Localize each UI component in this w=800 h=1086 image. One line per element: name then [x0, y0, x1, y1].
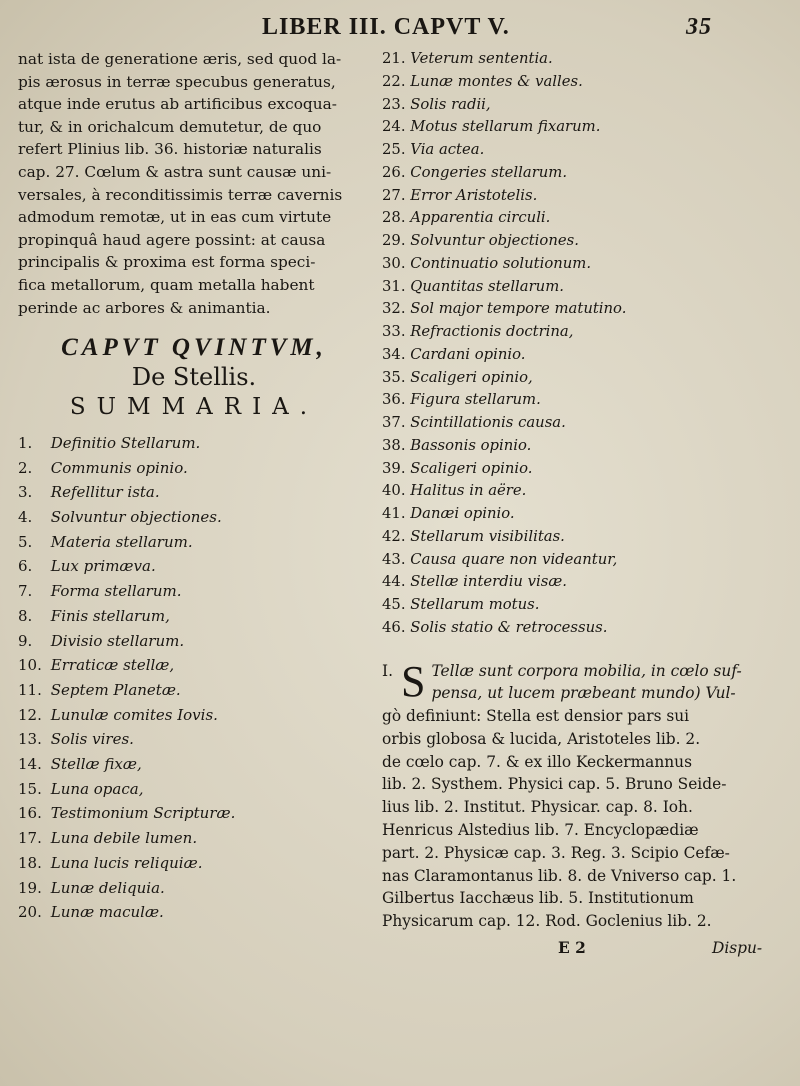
summary-item: 24. Motus stellarum fixarum.	[382, 118, 601, 136]
text-line: Physicarum cap. 12. Rod. Goclenius lib. 2.	[382, 912, 712, 931]
chapter-subject: De Stellis.	[131, 362, 257, 391]
running-title: LIBER III. CAPVT V.	[262, 14, 510, 40]
text-line: lib. 2. Systhem. Physici cap. 5. Bruno Seide-	[382, 775, 727, 794]
summary-item: 43. Causa quare non videantur,	[382, 550, 618, 568]
summary-item: 29. Solvuntur objectiones.	[382, 232, 579, 249]
summary-item: 31. Quantitas stellarum.	[382, 277, 564, 295]
summary-item: 10. Erraticæ stellæ,	[18, 656, 175, 675]
summary-item: 5. Materia stellarum.	[18, 532, 193, 551]
summary-item: 23. Solis radii,	[382, 95, 491, 113]
text-line: refert Plinius lib. 36. historiæ naturalis	[18, 140, 322, 159]
summary-item: 36. Figura stellarum.	[382, 391, 541, 409]
text-line: pensa, ut lucem præbeant mundo) Vul-	[431, 684, 736, 703]
summary-item: 35. Scaligeri opinio,	[382, 368, 533, 386]
summary-item: 44. Stellæ interdiu visæ.	[382, 573, 567, 591]
summary-item: 6. Lux primæva.	[18, 557, 156, 576]
summary-item: 12. Lunulæ comites Iovis.	[18, 705, 218, 724]
text-line: principalis & proxima est forma speci-	[18, 253, 316, 272]
text-line: perinde ac arbores & animantia.	[18, 298, 271, 317]
left-column	[18, 48, 370, 925]
page-number: 35	[686, 14, 712, 40]
summary-item: 16. Testimonium Scripturæ.	[18, 804, 236, 823]
text-line: cap. 27. Cœlum & astra sunt causæ uni-	[18, 162, 332, 181]
summary-item: 11. Septem Planetæ.	[18, 680, 181, 699]
summary-item: 3. Refellitur ista.	[18, 483, 160, 502]
text-line: admodum remotæ, ut in eas cum virtute	[18, 208, 332, 227]
catchword: Dispu-	[712, 939, 763, 958]
text-line: versales, à reconditissimis terræ cavernis	[18, 185, 343, 204]
summary-item: 7. Forma stellarum.	[18, 582, 182, 601]
continued-paragraph	[18, 48, 370, 319]
summary-item: 37. Scintillationis causa.	[382, 414, 566, 431]
text-line: nas Claramontanus lib. 8. de Vniverso cap. 1.	[382, 866, 737, 885]
summary-item: 27. Error Aristotelis.	[382, 186, 538, 204]
summary-item: 30. Continuatio solutionum.	[382, 254, 592, 272]
summary-item: 26. Congeries stellarum.	[382, 163, 568, 181]
text-line: propinquâ haud agere possint: at causa	[18, 230, 326, 249]
summary-item: 28. Apparentia circuli.	[382, 209, 551, 227]
summary-item: 19. Lunæ deliquia.	[18, 878, 165, 897]
summary-item: 18. Luna lucis reliquiæ.	[18, 853, 203, 872]
summary-item: 14. Stellæ fixæ,	[18, 755, 142, 774]
summary-list-left	[18, 431, 370, 925]
text-line: atque inde erutus ab artificibus excoqua-	[18, 95, 337, 114]
summary-item: 45. Stellarum motus.	[382, 596, 540, 613]
summary-item: 2. Communis opinio.	[18, 458, 188, 477]
summary-item: 17. Luna debile lumen.	[18, 829, 198, 848]
text-line: orbis globosa & lucida, Aristoteles lib. 2.	[382, 729, 701, 748]
text-line: part. 2. Physicæ cap. 3. Reg. 3. Scipio Cefæ-	[382, 843, 730, 862]
summary-item: 25. Via actea.	[382, 141, 485, 158]
summary-item: 34. Cardani opinio.	[382, 345, 526, 363]
text-line: lius lib. 2. Institut. Physicar. cap. 8. Ioh.	[382, 798, 693, 817]
summary-item: 1. Definitio Stellarum.	[18, 433, 201, 452]
summary-item: 39. Scaligeri opinio.	[382, 459, 533, 477]
summary-item: 40. Halitus in aëre.	[382, 482, 527, 500]
text-line: gò definiunt: Stella est densior pars sui	[382, 707, 690, 726]
summary-item: 42. Stellarum visibilitas.	[382, 527, 565, 545]
summary-item: 21. Veterum sententia.	[382, 50, 553, 67]
text-line: Gilbertus Iacchæus lib. 5. Institutionum	[382, 889, 694, 908]
chapter-title: CAPVT QVINTVM,	[61, 334, 327, 362]
text-line: nat ista de generatione æris, sed quod la-	[18, 50, 342, 68]
summary-item: 13. Solis vires.	[18, 730, 134, 749]
summary-heading: SUMMARIA.	[69, 394, 319, 421]
text-line: fica metallorum, quam metalla habent	[18, 275, 315, 294]
text-line: Henricus Alstedius lib. 7. Encyclopædiæ	[382, 821, 699, 840]
page-footer	[382, 937, 782, 959]
text-line: Tellæ sunt corpora mobilia, in cœlo suf-	[431, 661, 742, 680]
summary-item: 8. Finis stellarum,	[18, 606, 170, 625]
summary-item: 38. Bassonis opinio.	[382, 436, 532, 454]
summary-item: 32. Sol major tempore matutino.	[382, 300, 627, 318]
summary-item: 15. Luna opaca,	[18, 779, 144, 798]
signature-mark: E 2	[558, 939, 586, 958]
text-line: pis ærosus in terræ specubus generatus,	[18, 72, 336, 91]
right-column	[382, 48, 782, 959]
paragraph-number: I.	[382, 661, 393, 680]
summary-item: 4. Solvuntur objectiones.	[18, 508, 222, 527]
summary-item: 9. Divisio stellarum.	[18, 631, 185, 650]
drop-cap-initial: S	[400, 656, 426, 706]
running-header	[0, 10, 800, 46]
summary-item: 33. Refractionis doctrina,	[382, 323, 574, 340]
summary-item: 41. Danæi opinio.	[382, 505, 515, 522]
text-line: tur, & in orichalcum demutetur, de quo	[18, 117, 322, 136]
chapter-body	[382, 656, 782, 960]
text-line: de cœlo cap. 7. & ex illo Keckermannus	[382, 752, 692, 771]
summary-item: 20. Lunæ maculæ.	[18, 903, 164, 922]
summary-item: 46. Solis statio & retrocessus.	[382, 618, 608, 636]
summary-list-right	[382, 48, 782, 640]
summary-item: 22. Lunæ montes & valles.	[382, 72, 583, 90]
